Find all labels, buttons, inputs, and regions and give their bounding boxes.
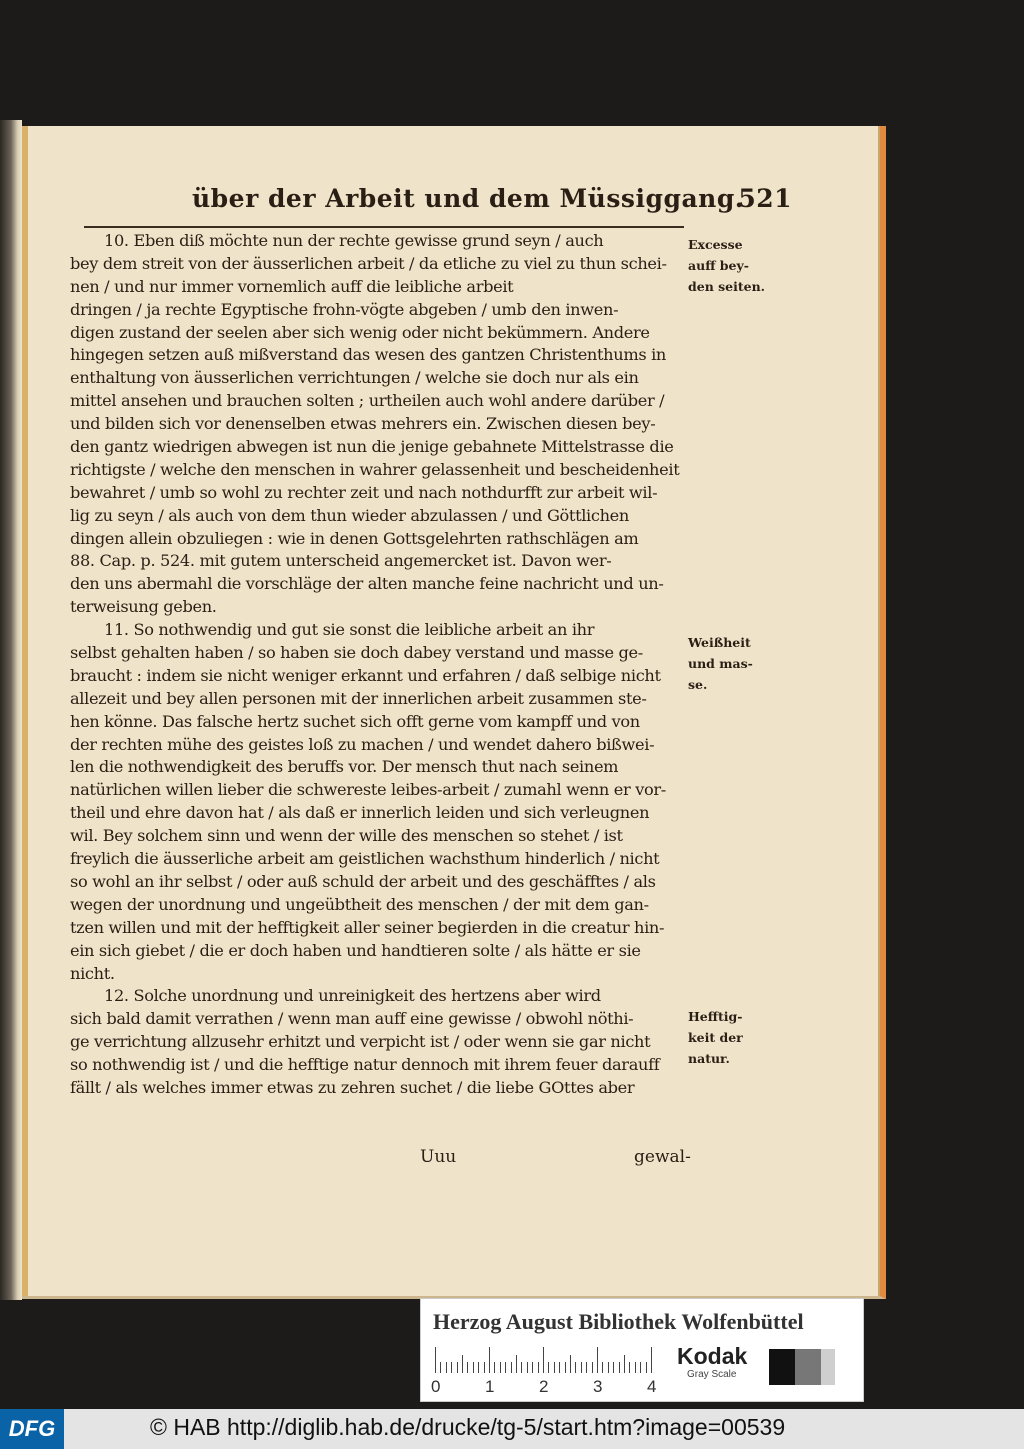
gray-swatch-light [821,1349,835,1385]
text-line: ein sich giebet / die er doch haben und handtieren solte / als hätte er sie [70,940,641,960]
text-line: 88. Cap. p. 524. mit gutem unterscheid angemercket ist. Davon wer- [70,551,612,571]
ruler-tick [629,1362,630,1373]
text-line: sich bald damit verrathen / wenn man auff eine gewisse / obwohl nöthi- [70,1009,634,1029]
margin-note-line: den seiten. [688,279,766,294]
margin-note-line: keit der [688,1030,743,1045]
text-line: hingegen setzen auß mißverstand das wesen des gantzen Christenthums in [70,345,666,365]
ruler-tick [592,1362,593,1373]
scale-labels [431,1377,671,1397]
ruler-tick [489,1347,490,1373]
text-line: theil und ehre davon hat / als daß er innerlich leiden und sich verleugnen [70,803,650,823]
ruler-tick [516,1355,517,1373]
margin-note-weissheit [688,632,778,695]
ruler-tick [473,1362,474,1373]
text-line: und bilden sich vor denenselben etwas mehrers ein. Zwischen diesen bey- [70,414,656,434]
ruler-tick [543,1347,544,1373]
kodak-logo: Kodak [677,1343,748,1369]
text-line: selbst gehalten haben / so haben sie doch dabey verstand und masse ge- [70,643,643,663]
ruler-tick [613,1362,614,1373]
ruler-tick [511,1362,512,1373]
ruler-tick [527,1362,528,1373]
text-line: fällt / als welches immer etwas zu zehren suchet / die liebe GOttes aber [70,1077,635,1097]
running-title: über der Arbeit und dem Müssiggang. [192,184,744,213]
text-line: dingen allein obzuliegen : wie in denen Gottsgelehrten rathschlägen am [70,528,639,548]
text-line: mittel ansehen und brauchen solten ; urtheilen auch wohl andere darüber / [70,391,665,411]
ruler-tick [532,1362,533,1373]
margin-note-line: Excesse [688,237,743,252]
text-line: tzen willen und mit der hefftigkeit aller seiner begierden in die creatur hin- [70,917,665,937]
text-line: hen könne. Das falsche hertz suchet sich offt gerne vom kampff und von [70,711,640,731]
ruler-tick [494,1362,495,1373]
ruler-tick [435,1347,436,1373]
ruler-tick [608,1362,609,1373]
ruler-tick [635,1362,636,1373]
gray-scale-label: Gray Scale [687,1369,737,1380]
text-line: der rechten mühe des geistes loß zu machen / und wendet dahero bißwei- [70,734,655,754]
page-body-text [70,230,700,1100]
library-name: Herzog August Bibliothek Wolfenbüttel [433,1309,804,1334]
scale-ruler [435,1347,661,1373]
running-header [192,184,792,226]
ruler-tick [619,1362,620,1373]
text-line: den uns abermahl die vorschläge der alten manche feine nachricht und un- [70,574,664,594]
ruler-tick [646,1362,647,1373]
text-line: den gantz wiedrigen abwegen ist nun die jenige gebahnete Mittelstrasse die [70,437,674,457]
signature-mark: Uuu [420,1147,457,1167]
ruler-tick [548,1362,549,1373]
text-line: so nothwendig ist / und die hefftige natur dennoch mit ihrem feuer darauff [70,1055,660,1075]
page-number: 521 [738,184,792,213]
ruler-tick [602,1362,603,1373]
book-page [22,126,886,1299]
text-line: so wohl an ihr selbst / oder auß schuld der arbeit und des geschäfftes / als [70,871,656,891]
text-line: 10. Eben diß möchte nun der rechte gewisse grund seyn / auch [104,231,604,250]
scale-label: 1 [485,1377,495,1396]
ruler-tick [559,1362,560,1373]
credit-text[interactable]: © HAB http://diglib.hab.de/drucke/tg-5/start.htm?image=00539 [150,1414,786,1440]
ruler-tick [554,1362,555,1373]
text-line: bewahret / umb so wohl zu rechter zeit und nach nothdurfft zur arbeit wil- [70,482,658,502]
margin-note-excesse [688,234,778,297]
ruler-tick [581,1362,582,1373]
ruler-tick [446,1362,447,1373]
ruler-tick [457,1362,458,1373]
margin-note-line: auff bey- [688,258,749,273]
margin-note-line: natur. [688,1051,730,1066]
adjacent-page-edge [0,120,22,1300]
ruler-tick [451,1362,452,1373]
scale-label: 2 [539,1377,549,1396]
ruler-tick [538,1362,539,1373]
margin-note-line: und mas- [688,656,753,671]
text-line: 12. Solche unordnung und unreinigkeit des hertzens aber wird [104,986,601,1006]
text-line: ge verrichtung allzusehr erhitzt und verpicht ist / oder wenn sie gar nicht [70,1032,651,1052]
ruler-tick [478,1362,479,1373]
ruler-tick [586,1362,587,1373]
ruler-tick [597,1347,598,1373]
text-line: natürlichen willen lieber die schwereste leibes-arbeit / zumahl wenn er vor- [70,780,666,800]
text-line: nen / und nur immer vornemlich auff die leibliche arbeit [70,276,514,296]
text-line: wil. Bey solchem sinn und wenn der wille des menschen so stehet / ist [70,826,623,846]
ruler-tick [575,1362,576,1373]
ruler-tick [640,1362,641,1373]
ruler-tick [440,1362,441,1373]
ruler-tick [565,1362,566,1373]
text-line: allezeit und bey allen personen mit der innerlichen arbeit zusammen ste- [70,688,647,708]
text-line: wegen der unordnung und ungeübtheit des menschen / der mit dem gan- [70,894,649,914]
ruler-tick [500,1362,501,1373]
ruler-tick [505,1362,506,1373]
scale-label: 4 [647,1377,657,1396]
ruler-tick [521,1362,522,1373]
catchword: gewal- [634,1147,691,1167]
text-line: terweisung geben. [70,597,217,617]
text-line: nicht. [70,963,115,983]
color-target-card [420,1298,864,1402]
ruler-tick [651,1347,652,1373]
margin-note-line: Weißheit [688,635,751,650]
ruler-tick [570,1355,571,1373]
gray-swatch [769,1349,821,1385]
text-line: lig zu seyn / als auch von dem thun wieder abzulassen / und Göttlichen [70,505,629,525]
margin-note-hefftigkeit [688,1006,778,1069]
scale-label: 0 [431,1377,441,1396]
text-line: bey dem streit von der äusserlichen arbeit / da etliche zu viel zu thun schei- [70,253,667,273]
ruler-tick [467,1362,468,1373]
text-line: freylich die äusserliche arbeit am geistlichen wachsthum hinderlich / nicht [70,849,660,869]
ruler-tick [484,1362,485,1373]
text-line: braucht : indem sie nicht weniger erkannt und erfahren / daß selbige nicht [70,665,661,685]
text-line: enthaltung von äusserlichen verrichtungen / welche sie doch nur als ein [70,368,639,388]
ruler-tick [624,1355,625,1373]
text-line: 11. So nothwendig und gut sie sonst die leibliche arbeit an ihr [104,620,595,640]
text-line: richtigste / welche den menschen in wahrer gelassenheit und bescheidenheit [70,459,680,479]
ruler-tick [462,1355,463,1373]
header-rule [84,226,684,228]
margin-note-line: Hefftig- [688,1009,743,1024]
text-line: digen zustand der seelen aber sich wenig oder nicht bekümmern. Andere [70,322,650,342]
margin-note-line: se. [688,677,708,692]
dfg-logo: DFG [0,1409,64,1449]
text-line: len die nothwendigkeit des beruffs vor. Der mensch thut nach seinem [70,757,619,777]
text-line: dringen / ja rechte Egyptische frohn-vögte abgeben / umb den inwen- [70,299,619,319]
scale-label: 3 [593,1377,603,1396]
